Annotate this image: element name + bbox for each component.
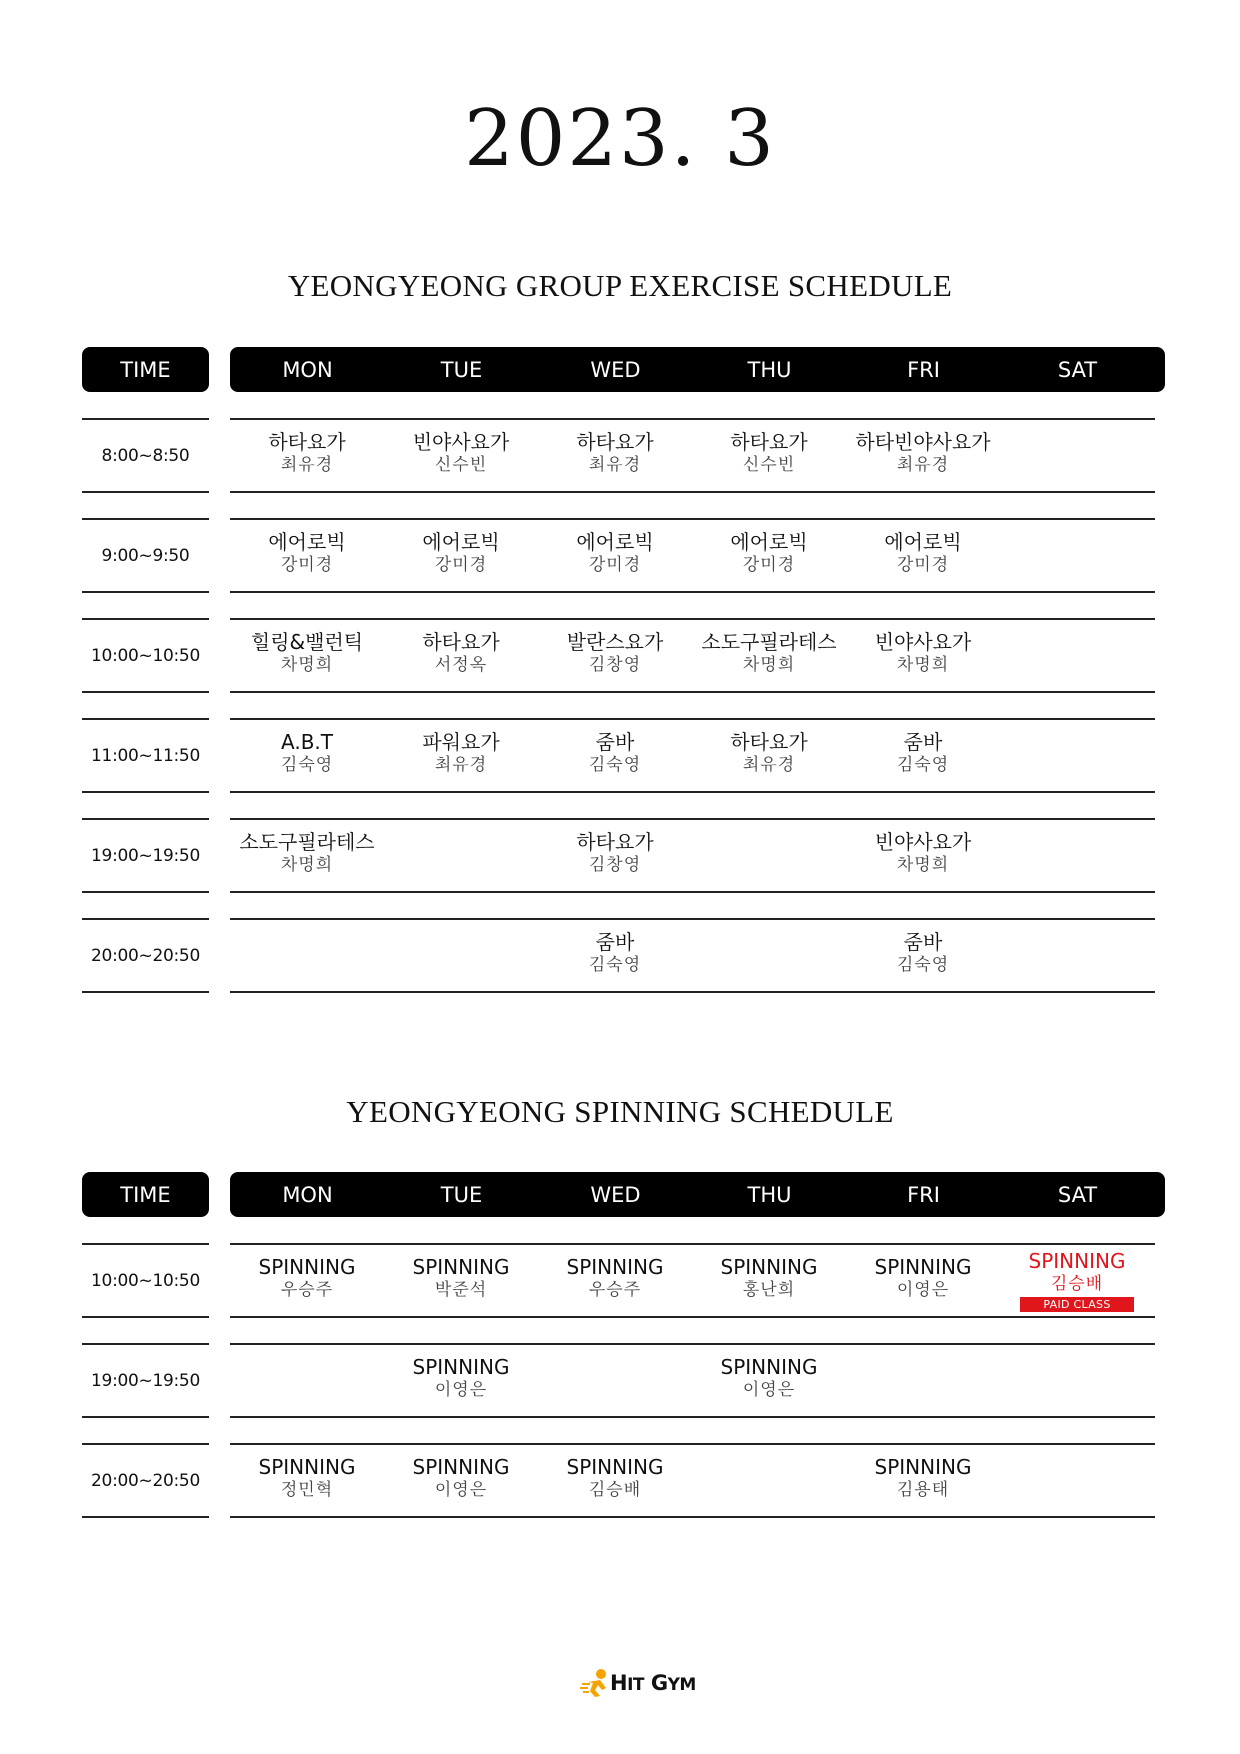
instructor-name: 신수빈 (742, 455, 796, 475)
instructor-name: 우승주 (588, 1280, 642, 1300)
class-name: SPINNING (874, 1455, 972, 1479)
schedule-row (0, 918, 1240, 993)
instructor-name: 차명희 (896, 655, 950, 675)
instructor-name: 우승주 (280, 1280, 334, 1300)
instructor-name: 이영은 (742, 1380, 796, 1400)
instructor-name: 이영은 (434, 1480, 488, 1500)
time-slot-label: 20:00~20:50 (91, 1470, 200, 1491)
group-schedule-heading: YEONGYEONG GROUP EXERCISE SCHEDULE (287, 268, 953, 303)
class-cell (689, 730, 849, 776)
schedule-row (0, 818, 1240, 893)
class-name: SPINNING (720, 1255, 818, 1279)
class-name: 에어로빅 (576, 530, 654, 554)
row-divider (230, 591, 1155, 593)
instructor-name: 강미경 (588, 555, 642, 575)
class-name: 하타요가 (576, 830, 654, 854)
row-divider (230, 1316, 1155, 1318)
class-cell (843, 1455, 1003, 1501)
instructor-name: 김용태 (896, 1480, 950, 1500)
class-name: SPINNING (720, 1355, 818, 1379)
row-divider (230, 1516, 1155, 1518)
class-cell (381, 1455, 541, 1501)
class-cell (689, 430, 849, 476)
class-cell (843, 430, 1003, 476)
class-name: 소도구필라테스 (701, 630, 837, 654)
paid-class-badge: PAID CLASS (1020, 1297, 1134, 1312)
class-cell (843, 530, 1003, 576)
instructor-name: 신수빈 (434, 455, 488, 475)
class-name: SPINNING (412, 1455, 510, 1479)
class-name: 소도구필라테스 (239, 830, 375, 854)
instructor-name: 최유경 (280, 455, 334, 475)
day-header-tue: TUE (440, 1182, 483, 1207)
row-divider (230, 818, 1155, 820)
class-cell (535, 630, 695, 676)
row-divider (230, 1443, 1155, 1445)
class-name: 에어로빅 (422, 530, 500, 554)
class-name: 에어로빅 (730, 530, 808, 554)
instructor-name: 김숙영 (280, 755, 334, 775)
class-cell (535, 830, 695, 876)
time-slot-label: 20:00~20:50 (91, 945, 200, 966)
class-name: 줌바 (903, 730, 943, 754)
class-cell (227, 530, 387, 576)
row-divider (230, 618, 1155, 620)
time-slot-label: 9:00~9:50 (101, 545, 190, 566)
instructor-name: 최유경 (742, 755, 796, 775)
instructor-name: 홍난희 (742, 1280, 796, 1300)
schedule-row (0, 718, 1240, 793)
class-cell (227, 430, 387, 476)
class-name: SPINNING (412, 1255, 510, 1279)
class-name: 하타요가 (268, 430, 346, 454)
instructor-name: 이영은 (434, 1380, 488, 1400)
instructor-name: 김승배 (1050, 1274, 1104, 1294)
class-name: 에어로빅 (884, 530, 962, 554)
class-name: 빈야사요가 (874, 830, 972, 854)
class-cell (381, 730, 541, 776)
class-cell (381, 1355, 541, 1401)
day-header-tue: TUE (440, 357, 483, 382)
class-name: 발란스요가 (566, 630, 664, 654)
class-cell (689, 630, 849, 676)
class-cell (227, 830, 387, 876)
instructor-name: 박준석 (434, 1280, 488, 1300)
instructor-name: 이영은 (896, 1280, 950, 1300)
class-cell (689, 1255, 849, 1301)
time-column-header: TIME (82, 347, 209, 392)
class-cell (535, 530, 695, 576)
day-header-thu: THU (747, 1182, 792, 1207)
day-header-mon: MON (282, 357, 333, 382)
class-name: SPINNING (258, 1455, 356, 1479)
class-cell (227, 1455, 387, 1501)
schedule-row (0, 618, 1240, 693)
class-cell (689, 1355, 849, 1401)
schedule-row (0, 1343, 1240, 1418)
day-header-fri: FRI (907, 357, 940, 382)
instructor-name: 서정옥 (434, 655, 488, 675)
class-cell (227, 630, 387, 676)
class-name: 하타요가 (576, 430, 654, 454)
class-cell (381, 630, 541, 676)
instructor-name: 차명희 (896, 855, 950, 875)
class-cell (843, 930, 1003, 976)
class-name: A.B.T (281, 730, 333, 754)
class-cell (535, 1455, 695, 1501)
instructor-name: 정민혁 (280, 1480, 334, 1500)
class-name: 줌바 (595, 730, 635, 754)
class-name: SPINNING (1028, 1249, 1126, 1273)
class-cell (535, 1255, 695, 1301)
instructor-name: 강미경 (742, 555, 796, 575)
instructor-name: 김숙영 (588, 755, 642, 775)
class-cell (535, 430, 695, 476)
row-divider (230, 718, 1155, 720)
row-divider (230, 891, 1155, 893)
row-divider (230, 918, 1155, 920)
day-header-sat: SAT (1057, 1182, 1098, 1207)
row-divider (230, 1243, 1155, 1245)
class-name: SPINNING (566, 1455, 664, 1479)
day-header-wed: WED (590, 357, 641, 382)
runner-icon (580, 1668, 612, 1698)
instructor-name: 김창영 (588, 655, 642, 675)
class-name: SPINNING (412, 1355, 510, 1379)
class-name: 줌바 (595, 930, 635, 954)
instructor-name: 차명희 (280, 855, 334, 875)
day-header-fri: FRI (907, 1182, 940, 1207)
day-header-mon: MON (282, 1182, 333, 1207)
class-cell (535, 930, 695, 976)
class-name: 줌바 (903, 930, 943, 954)
row-divider (230, 518, 1155, 520)
instructor-name: 김승배 (588, 1480, 642, 1500)
instructor-name: 김숙영 (896, 955, 950, 975)
row-divider (230, 1343, 1155, 1345)
class-name: SPINNING (258, 1255, 356, 1279)
class-cell (381, 1255, 541, 1301)
row-divider (230, 1416, 1155, 1418)
class-cell (535, 730, 695, 776)
class-name: 하타요가 (730, 730, 808, 754)
class-cell (843, 630, 1003, 676)
row-divider (230, 791, 1155, 793)
time-column-header: TIME (82, 1172, 209, 1217)
hitgym-logo (580, 1668, 700, 1698)
day-header-sat: SAT (1057, 357, 1098, 382)
class-cell (381, 530, 541, 576)
spinning-schedule-heading: YEONGYEONG SPINNING SCHEDULE (346, 1094, 894, 1129)
instructor-name: 강미경 (896, 555, 950, 575)
class-cell (843, 830, 1003, 876)
class-cell (689, 530, 849, 576)
class-name: 하타요가 (730, 430, 808, 454)
time-slot-label: 10:00~10:50 (91, 1270, 200, 1291)
class-name: SPINNING (566, 1255, 664, 1279)
class-cell (227, 730, 387, 776)
row-divider (230, 491, 1155, 493)
instructor-name: 차명희 (742, 655, 796, 675)
class-name: 하타빈야사요가 (855, 430, 991, 454)
class-cell (843, 730, 1003, 776)
time-slot-label: 8:00~8:50 (101, 445, 190, 466)
class-name: 빈야사요가 (412, 430, 510, 454)
row-divider (230, 991, 1155, 993)
instructor-name: 김숙영 (896, 755, 950, 775)
instructor-name: 차명희 (280, 655, 334, 675)
page-title: 2023. 3 (464, 94, 776, 184)
instructor-name: 강미경 (434, 555, 488, 575)
instructor-name: 최유경 (434, 755, 488, 775)
day-header-thu: THU (747, 357, 792, 382)
schedule-row (0, 1243, 1240, 1318)
class-cell (381, 430, 541, 476)
instructor-name: 김창영 (588, 855, 642, 875)
instructor-name: 강미경 (280, 555, 334, 575)
time-slot-label: 11:00~11:50 (91, 745, 200, 766)
class-name: 에어로빅 (268, 530, 346, 554)
class-name: SPINNING (874, 1255, 972, 1279)
instructor-name: 김숙영 (588, 955, 642, 975)
time-slot-label: 19:00~19:50 (91, 845, 200, 866)
logo-wordmark: HIT GYM (610, 1671, 696, 1695)
class-name: 파워요가 (422, 730, 500, 754)
class-name: 힐링&밸런틱 (250, 630, 364, 654)
row-divider (230, 418, 1155, 420)
schedule-row (0, 1443, 1240, 1518)
row-divider (230, 691, 1155, 693)
class-name: 하타요가 (422, 630, 500, 654)
class-cell (843, 1255, 1003, 1301)
class-cell (997, 1249, 1157, 1312)
time-slot-label: 10:00~10:50 (91, 645, 200, 666)
class-name: 빈야사요가 (874, 630, 972, 654)
schedule-row (0, 518, 1240, 593)
time-slot-label: 19:00~19:50 (91, 1370, 200, 1391)
instructor-name: 최유경 (588, 455, 642, 475)
class-cell (227, 1255, 387, 1301)
instructor-name: 최유경 (896, 455, 950, 475)
day-header-wed: WED (590, 1182, 641, 1207)
schedule-row (0, 418, 1240, 493)
